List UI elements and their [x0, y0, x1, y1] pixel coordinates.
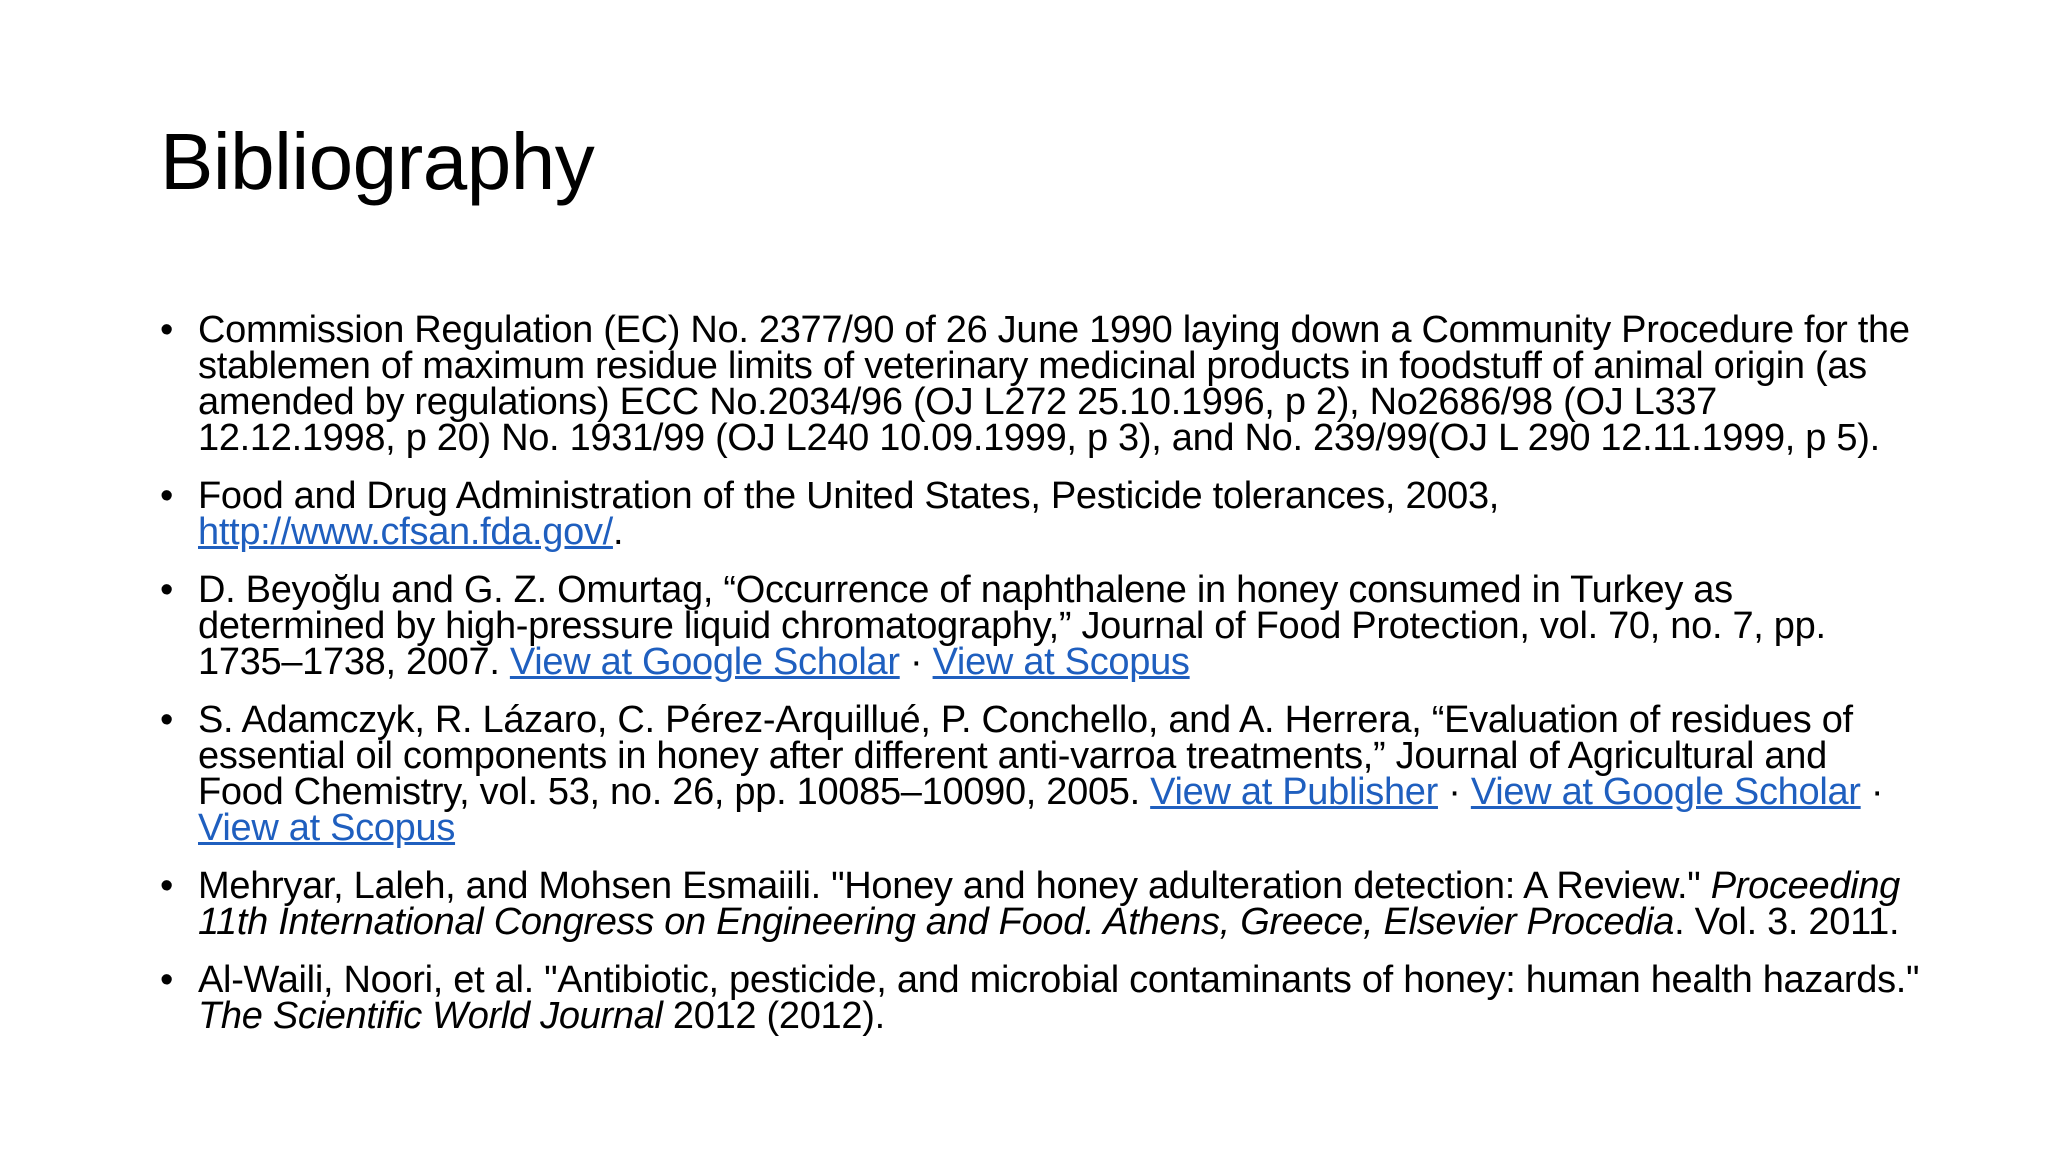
scopus-link[interactable]: View at Scopus [932, 641, 1190, 683]
google-scholar-link[interactable]: View at Google Scholar [509, 641, 900, 683]
reference-text: . [612, 511, 624, 553]
reference-text: Commission Regulation (EC) No. 2377/90 of 26 June 1990 laying down a Community Procedure for the stablemen of maximum residue limits of veterinary medicinal products in foodstuff of animal origin (as amended by regulations) ECC No.2034/96 (OJ L272 25.10.1996, p 2), No2686/98 (OJ L337 12.12.1998, p 20) No. 1931/99 (OJ L240 10.09.1999, p 3), and No. 239/99(OJ L 290 12.11.1999, p 5). [198, 309, 1910, 459]
reference-text: Mehryar, Laleh, and Mohsen Esmaiili. "Honey and honey adulteration detection: A Review." [198, 865, 1711, 907]
google-scholar-link[interactable]: View at Google Scholar [1470, 771, 1861, 813]
reference-italic: The Scientific World Journal [198, 995, 663, 1037]
link-separator: · [1437, 771, 1471, 813]
reference-text: S. Adamczyk, R. Lázaro, C. Pérez-Arquillué, P. Conchello, and A. Herrera, “Evaluation of residues of essential oil components in honey after different anti-varroa treatments,” Journal of Agricultural and Food Chemistry, vol. 53, no. 26, pp. 10085–10090, 2005. [198, 699, 1853, 813]
link-separator: · [1860, 771, 1884, 813]
reference-item [160, 959, 1920, 1037]
reference-text: Food and Drug Administration of the United States, Pesticide tolerances, 2003, [198, 475, 1500, 517]
reference-item [160, 569, 1920, 683]
reference-italic: Proceeding 11th International Congress on Engineering and Food. Athens, Greece, Elsevier Procedia [198, 865, 1900, 943]
reference-text: . Vol. 3. 2011. [1674, 901, 1900, 943]
reference-item [160, 699, 1920, 849]
scopus-link[interactable]: View at Scopus [198, 807, 456, 849]
reference-item [160, 475, 1920, 553]
slide-title: Bibliography [160, 117, 595, 206]
reference-item [160, 309, 1920, 459]
reference-text: Al-Waili, Noori, et al. "Antibiotic, pesticide, and microbial contaminants of honey: human health hazards." [198, 959, 1920, 1001]
reference-text: 2012 (2012). [662, 995, 885, 1037]
fda-link[interactable]: http://www.cfsan.fda.gov/ [198, 511, 613, 553]
link-separator: · [899, 641, 933, 683]
reference-text: D. Beyoğlu and G. Z. Omurtag, “Occurrence of naphthalene in honey consumed in Turkey as determined by high-pressure liquid chromatography,” Journal of Food Protection, vol. 70, no. 7, pp. 1735–1738, 2007. [198, 569, 1826, 683]
reference-item [160, 865, 1920, 943]
publisher-link[interactable]: View at Publisher [1150, 771, 1438, 813]
reference-list [160, 309, 1920, 1056]
